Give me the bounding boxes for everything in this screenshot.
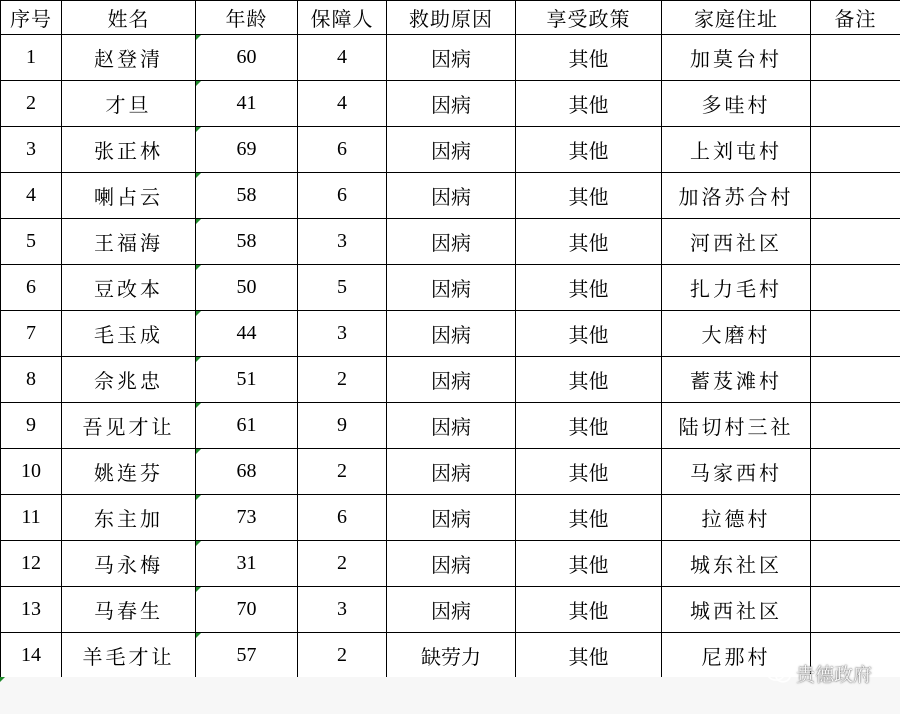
cell-policy: 其他 xyxy=(516,633,662,679)
cell-dependents: 6 xyxy=(298,495,387,541)
cell-policy: 其他 xyxy=(516,403,662,449)
cell-policy: 其他 xyxy=(516,311,662,357)
table-row xyxy=(1,587,900,633)
cell-reason: 因病 xyxy=(387,403,516,449)
cell-note xyxy=(811,541,900,587)
cell-marker xyxy=(0,677,5,682)
cell-age: 50 xyxy=(196,265,298,311)
cell-dependents: 6 xyxy=(298,173,387,219)
cell-seq: 14 xyxy=(1,633,62,679)
cell-age: 44 xyxy=(196,311,298,357)
cell-note xyxy=(811,587,900,633)
cell-dependents: 2 xyxy=(298,633,387,679)
cell-policy: 其他 xyxy=(516,35,662,81)
table-row xyxy=(1,265,900,311)
cell-name: 马春生 xyxy=(62,587,196,633)
cell-note xyxy=(811,311,900,357)
cell-address: 加莫台村 xyxy=(662,35,811,81)
cell-age: 68 xyxy=(196,449,298,495)
cell-dependents: 2 xyxy=(298,357,387,403)
cell-note xyxy=(811,449,900,495)
cell-seq: 2 xyxy=(1,81,62,127)
cell-seq: 10 xyxy=(1,449,62,495)
cell-address: 拉德村 xyxy=(662,495,811,541)
cell-age: 73 xyxy=(196,495,298,541)
cell-policy: 其他 xyxy=(516,449,662,495)
cell-name: 张正林 xyxy=(62,127,196,173)
cell-policy: 其他 xyxy=(516,587,662,633)
cell-name: 东主加 xyxy=(62,495,196,541)
cell-address: 蓄芨滩村 xyxy=(662,357,811,403)
header-dependents: 保障人 xyxy=(298,1,387,35)
cell-address: 河西社区 xyxy=(662,219,811,265)
header-reason: 救助原因 xyxy=(387,1,516,35)
cell-note xyxy=(811,219,900,265)
cell-reason: 因病 xyxy=(387,219,516,265)
cell-address: 大磨村 xyxy=(662,311,811,357)
wechat-icon xyxy=(766,664,792,684)
cell-reason: 因病 xyxy=(387,173,516,219)
cell-dependents: 4 xyxy=(298,35,387,81)
cell-address: 城东社区 xyxy=(662,541,811,587)
cell-note xyxy=(811,495,900,541)
cell-name: 王福海 xyxy=(62,219,196,265)
cell-address: 扎力毛村 xyxy=(662,265,811,311)
cell-age: 60 xyxy=(196,35,298,81)
table-row xyxy=(1,173,900,219)
cell-note xyxy=(811,265,900,311)
cell-name: 姚连芬 xyxy=(62,449,196,495)
cell-seq: 13 xyxy=(1,587,62,633)
cell-dependents: 2 xyxy=(298,541,387,587)
cell-reason: 因病 xyxy=(387,587,516,633)
table-row xyxy=(1,311,900,357)
cell-age: 61 xyxy=(196,403,298,449)
cell-address: 上刘屯村 xyxy=(662,127,811,173)
header-policy: 享受政策 xyxy=(516,1,662,35)
cell-policy: 其他 xyxy=(516,265,662,311)
cell-seq: 7 xyxy=(1,311,62,357)
cell-seq: 11 xyxy=(1,495,62,541)
table-body xyxy=(1,35,900,679)
cell-reason: 缺劳力 xyxy=(387,633,516,679)
table-row xyxy=(1,541,900,587)
header-note: 备注 xyxy=(811,1,900,35)
cell-address: 多哇村 xyxy=(662,81,811,127)
table-row xyxy=(1,81,900,127)
cell-age: 31 xyxy=(196,541,298,587)
cell-note xyxy=(811,357,900,403)
header-address: 家庭住址 xyxy=(662,1,811,35)
cell-reason: 因病 xyxy=(387,127,516,173)
cell-age: 58 xyxy=(196,173,298,219)
header-seq: 序号 xyxy=(1,1,62,35)
cell-note xyxy=(811,127,900,173)
cell-seq: 3 xyxy=(1,127,62,173)
cell-seq: 12 xyxy=(1,541,62,587)
cell-address: 马家西村 xyxy=(662,449,811,495)
cell-reason: 因病 xyxy=(387,265,516,311)
cell-seq: 8 xyxy=(1,357,62,403)
cell-dependents: 6 xyxy=(298,127,387,173)
watermark-text: 贵德政府 xyxy=(795,664,872,686)
cell-policy: 其他 xyxy=(516,81,662,127)
cell-address: 加洛苏合村 xyxy=(662,173,811,219)
header-age: 年龄 xyxy=(196,1,298,35)
cell-note xyxy=(811,403,900,449)
cell-age: 58 xyxy=(196,219,298,265)
cell-policy: 其他 xyxy=(516,127,662,173)
cell-policy: 其他 xyxy=(516,357,662,403)
cell-seq: 1 xyxy=(1,35,62,81)
cell-dependents: 3 xyxy=(298,219,387,265)
cell-policy: 其他 xyxy=(516,173,662,219)
cell-address: 尼那村 xyxy=(662,633,811,679)
cell-seq: 5 xyxy=(1,219,62,265)
cell-name: 才旦 xyxy=(62,81,196,127)
cell-age: 69 xyxy=(196,127,298,173)
cell-name: 羊毛才让 xyxy=(62,633,196,679)
table-row xyxy=(1,403,900,449)
cell-name: 毛玉成 xyxy=(62,311,196,357)
table-row xyxy=(1,449,900,495)
cell-policy: 其他 xyxy=(516,541,662,587)
table-row xyxy=(1,219,900,265)
cell-note xyxy=(811,173,900,219)
cell-policy: 其他 xyxy=(516,219,662,265)
cell-dependents: 5 xyxy=(298,265,387,311)
cell-address: 城西社区 xyxy=(662,587,811,633)
cell-reason: 因病 xyxy=(387,449,516,495)
cell-policy: 其他 xyxy=(516,495,662,541)
cell-seq: 9 xyxy=(1,403,62,449)
cell-reason: 因病 xyxy=(387,357,516,403)
cell-seq: 4 xyxy=(1,173,62,219)
cell-dependents: 3 xyxy=(298,311,387,357)
cell-name: 豆改本 xyxy=(62,265,196,311)
cell-name: 喇占云 xyxy=(62,173,196,219)
header-row xyxy=(1,1,900,35)
cell-address: 陆切村三社 xyxy=(662,403,811,449)
cell-reason: 因病 xyxy=(387,311,516,357)
table-row xyxy=(1,357,900,403)
table-row xyxy=(1,35,900,81)
watermark xyxy=(766,660,872,687)
header-name: 姓名 xyxy=(62,1,196,35)
cell-dependents: 2 xyxy=(298,449,387,495)
cell-dependents: 4 xyxy=(298,81,387,127)
cell-name: 马永梅 xyxy=(62,541,196,587)
cell-age: 70 xyxy=(196,587,298,633)
cell-name: 赵登清 xyxy=(62,35,196,81)
cell-age: 57 xyxy=(196,633,298,679)
cell-age: 51 xyxy=(196,357,298,403)
cell-reason: 因病 xyxy=(387,541,516,587)
cell-note xyxy=(811,35,900,81)
cell-dependents: 9 xyxy=(298,403,387,449)
cell-seq: 6 xyxy=(1,265,62,311)
cell-reason: 因病 xyxy=(387,35,516,81)
cell-name: 佘兆忠 xyxy=(62,357,196,403)
table-row xyxy=(1,127,900,173)
cell-note xyxy=(811,81,900,127)
cell-reason: 因病 xyxy=(387,81,516,127)
cell-dependents: 3 xyxy=(298,587,387,633)
cell-name: 吾见才让 xyxy=(62,403,196,449)
cell-age: 41 xyxy=(196,81,298,127)
table-row xyxy=(1,495,900,541)
cell-reason: 因病 xyxy=(387,495,516,541)
